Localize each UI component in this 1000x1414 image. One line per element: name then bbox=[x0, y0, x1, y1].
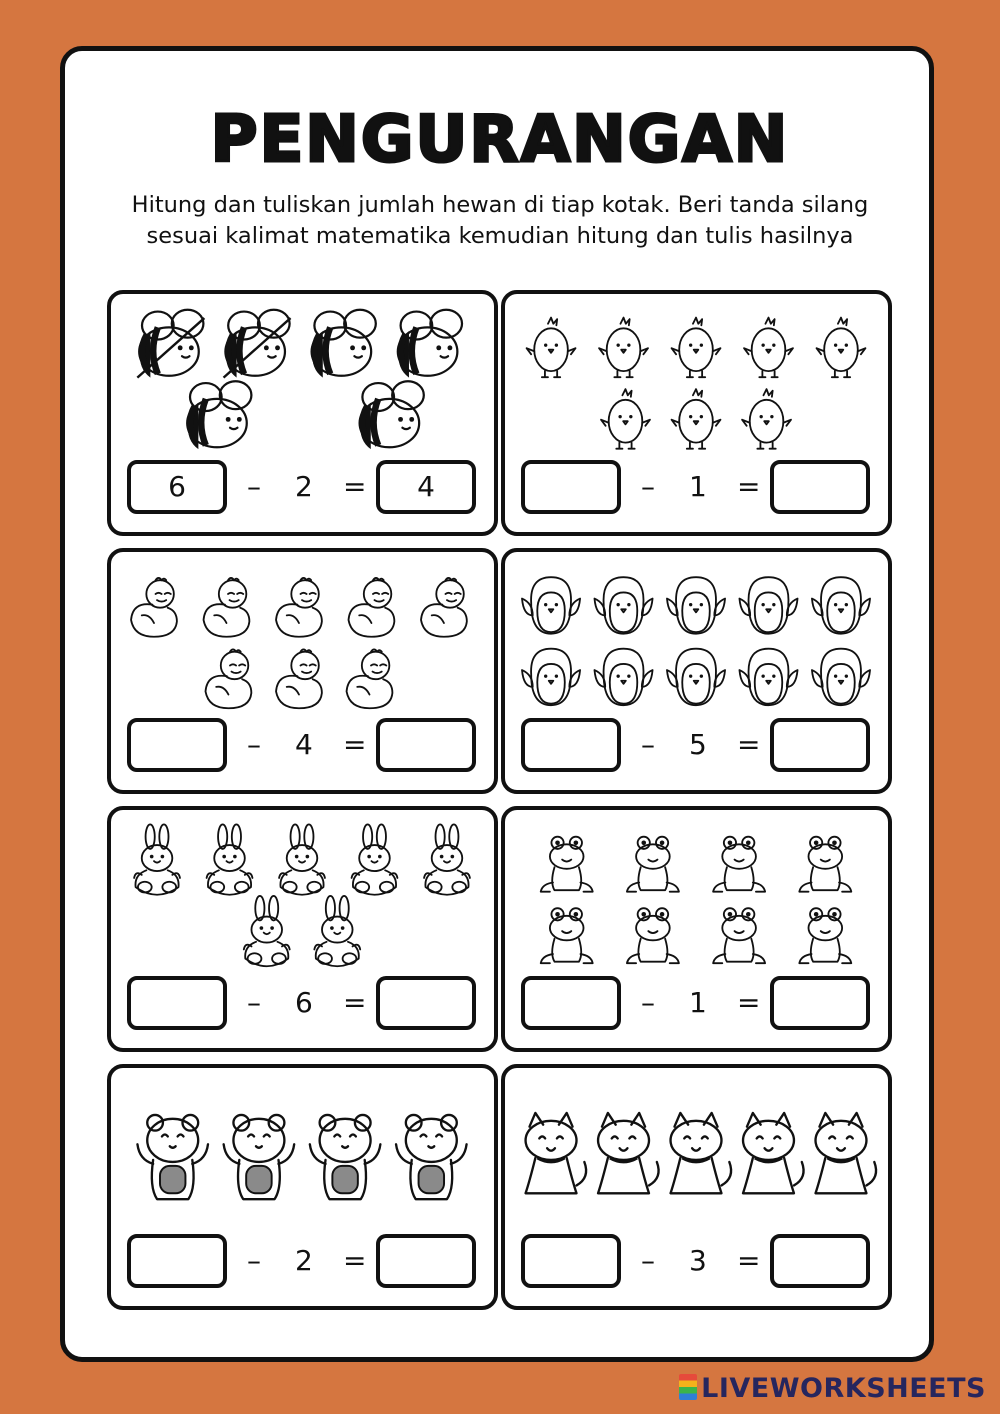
instructions: Hitung dan tuliskan jumlah hewan di tiap kotak. Beri tanda silang sesuai kalimat matematika kemudian hitung dan tulis hasilnya bbox=[131, 192, 869, 249]
subtrahend-number: 1 bbox=[689, 470, 707, 503]
first-number-box[interactable] bbox=[127, 718, 227, 772]
bee-icon bbox=[137, 310, 204, 378]
penguin-icon bbox=[739, 649, 797, 706]
equation-row bbox=[519, 718, 874, 774]
exercise-card-3 bbox=[107, 548, 498, 794]
liveworksheets-logo bbox=[679, 1373, 986, 1404]
duck-icon bbox=[131, 578, 177, 637]
equals-sign: = bbox=[737, 728, 761, 761]
animals-group bbox=[111, 1068, 494, 1248]
rabbit-icon bbox=[279, 824, 325, 894]
exercise-card-7 bbox=[107, 1064, 498, 1310]
dog-icon bbox=[816, 1113, 877, 1193]
rabbit-icon bbox=[134, 824, 180, 894]
equals-sign: = bbox=[343, 1244, 367, 1277]
animals-group bbox=[505, 1068, 888, 1248]
dog-icon bbox=[526, 1113, 587, 1193]
minus-sign: – bbox=[641, 1244, 655, 1277]
frog-icon bbox=[541, 908, 593, 963]
rabbit-icon bbox=[314, 896, 360, 966]
animals-group bbox=[505, 552, 888, 732]
subtrahend-number: 2 bbox=[295, 1244, 313, 1277]
subtrahend-number: 6 bbox=[295, 986, 313, 1019]
penguin-icon bbox=[522, 649, 580, 706]
bee-icon bbox=[224, 310, 291, 378]
chick-icon bbox=[599, 318, 648, 378]
subtrahend-number: 1 bbox=[689, 986, 707, 1019]
rabbit-icon bbox=[424, 824, 470, 894]
bee-icon bbox=[312, 310, 376, 378]
rabbit-icon bbox=[244, 896, 290, 966]
penguin-icon bbox=[812, 577, 870, 634]
frog-icon bbox=[713, 908, 765, 963]
liveworksheets-icon bbox=[679, 1374, 697, 1400]
page-title: PENGURANGAN bbox=[210, 103, 790, 177]
chick-icon bbox=[672, 389, 721, 449]
first-number-box[interactable] bbox=[521, 1234, 621, 1288]
first-number-box[interactable] bbox=[521, 460, 621, 514]
bee-icon bbox=[187, 381, 251, 449]
exercise-card-8 bbox=[501, 1064, 892, 1310]
frog-icon bbox=[541, 837, 593, 892]
duck-icon bbox=[276, 578, 322, 637]
subtrahend-number: 3 bbox=[689, 1244, 707, 1277]
animals-group bbox=[111, 810, 494, 990]
equation-row bbox=[125, 1234, 480, 1290]
frog-icon bbox=[799, 908, 851, 963]
answer-box[interactable]: 4 bbox=[376, 460, 476, 514]
duck-icon bbox=[204, 578, 250, 637]
subtrahend-number: 4 bbox=[295, 728, 313, 761]
equation-row bbox=[125, 976, 480, 1032]
answer-box[interactable] bbox=[376, 976, 476, 1030]
first-number-box[interactable] bbox=[521, 718, 621, 772]
answer-box[interactable] bbox=[770, 460, 870, 514]
first-number-box[interactable]: 6 bbox=[127, 460, 227, 514]
chick-icon bbox=[672, 318, 721, 378]
equals-sign: = bbox=[343, 986, 367, 1019]
minus-sign: – bbox=[641, 470, 655, 503]
dog-icon bbox=[671, 1113, 732, 1193]
brand-label: LIVEWORKSHEETS bbox=[701, 1373, 986, 1404]
animals-group bbox=[111, 552, 494, 732]
bear-icon bbox=[396, 1115, 467, 1199]
answer-box[interactable] bbox=[770, 976, 870, 1030]
exercise-card-2 bbox=[501, 290, 892, 536]
minus-sign: – bbox=[247, 728, 261, 761]
penguin-icon bbox=[739, 577, 797, 634]
answer-box[interactable] bbox=[770, 1234, 870, 1288]
equation-row bbox=[125, 718, 480, 774]
rabbit-icon bbox=[207, 824, 253, 894]
bee-icon bbox=[398, 310, 462, 378]
answer-box[interactable] bbox=[376, 718, 476, 772]
frog-icon bbox=[627, 837, 679, 892]
duck-icon bbox=[347, 649, 393, 708]
duck-icon bbox=[349, 578, 395, 637]
bear-icon bbox=[224, 1115, 295, 1199]
minus-sign: – bbox=[641, 986, 655, 1019]
minus-sign: – bbox=[641, 728, 655, 761]
duck-icon bbox=[421, 578, 467, 637]
exercise-card-6 bbox=[501, 806, 892, 1052]
equation-row bbox=[519, 976, 874, 1032]
first-number-box[interactable] bbox=[127, 1234, 227, 1288]
penguin-icon bbox=[594, 649, 652, 706]
equals-sign: = bbox=[737, 986, 761, 1019]
minus-sign: – bbox=[247, 470, 261, 503]
minus-sign: – bbox=[247, 1244, 261, 1277]
penguin-icon bbox=[594, 577, 652, 634]
equals-sign: = bbox=[343, 470, 367, 503]
subtrahend-number: 5 bbox=[689, 728, 707, 761]
rabbit-icon bbox=[352, 824, 398, 894]
exercise-card-5 bbox=[107, 806, 498, 1052]
first-number-box[interactable] bbox=[521, 976, 621, 1030]
equals-sign: = bbox=[737, 1244, 761, 1277]
bear-icon bbox=[137, 1115, 208, 1199]
equation-row bbox=[519, 1234, 874, 1290]
chick-icon bbox=[817, 318, 866, 378]
duck-icon bbox=[276, 649, 322, 708]
exercise-card-1 bbox=[107, 290, 498, 536]
animals-group bbox=[505, 294, 888, 474]
penguin-icon bbox=[812, 649, 870, 706]
subtrahend-number: 2 bbox=[295, 470, 313, 503]
equals-sign: = bbox=[737, 470, 761, 503]
duck-icon bbox=[206, 649, 252, 708]
dog-icon bbox=[743, 1113, 804, 1193]
answer-box[interactable] bbox=[770, 718, 870, 772]
chick-icon bbox=[527, 318, 576, 378]
frog-icon bbox=[713, 837, 765, 892]
equation-row bbox=[519, 460, 874, 516]
frog-icon bbox=[799, 837, 851, 892]
bear-icon bbox=[310, 1115, 381, 1199]
chick-icon bbox=[601, 389, 650, 449]
animals-group bbox=[505, 810, 888, 990]
chick-icon bbox=[744, 318, 793, 378]
dog-icon bbox=[598, 1113, 659, 1193]
equals-sign: = bbox=[343, 728, 367, 761]
equation-row bbox=[125, 460, 480, 516]
penguin-icon bbox=[667, 649, 725, 706]
exercise-card-4 bbox=[501, 548, 892, 794]
penguin-icon bbox=[522, 577, 580, 634]
minus-sign: – bbox=[247, 986, 261, 1019]
frog-icon bbox=[627, 908, 679, 963]
answer-box[interactable] bbox=[376, 1234, 476, 1288]
penguin-icon bbox=[667, 577, 725, 634]
first-number-box[interactable] bbox=[127, 976, 227, 1030]
chick-icon bbox=[742, 389, 791, 449]
animals-group bbox=[111, 294, 494, 474]
bee-icon bbox=[360, 381, 424, 449]
